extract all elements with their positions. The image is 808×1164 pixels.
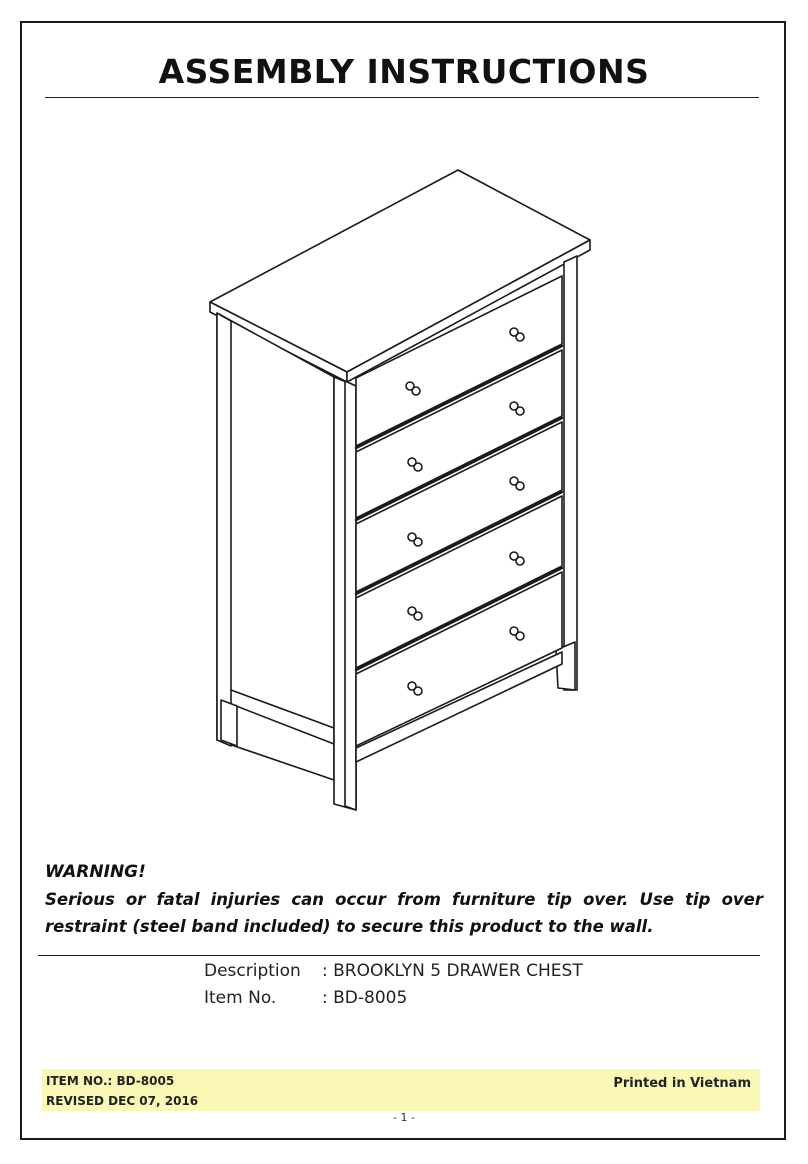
description-label: Description — [204, 961, 301, 981]
back-left-leg — [217, 313, 231, 746]
footer-printed-in: Printed in Vietnam — [613, 1076, 751, 1091]
footer-item-no: ITEM NO.: BD-8005 — [46, 1074, 175, 1088]
drawer-chest-illustration — [200, 160, 600, 820]
description-value: : BROOKLYN 5 DRAWER CHEST — [322, 961, 583, 981]
footer-revised-date: REVISED DEC 07, 2016 — [46, 1094, 199, 1108]
item-label: Item No. — [204, 988, 277, 1008]
warning-heading: WARNING! — [45, 862, 146, 882]
item-value: : BD-8005 — [322, 988, 408, 1008]
page-number: - 1 - — [393, 1111, 415, 1124]
warning-text: Serious or fatal injuries can occur from furniture tip over. Use tip over restraint (steel band included) to secure this product to the wall. — [45, 890, 763, 936]
section-divider — [38, 955, 760, 956]
description-row — [204, 961, 583, 981]
item-row — [204, 988, 407, 1008]
title-divider — [45, 97, 759, 98]
front-left-leg-front — [345, 381, 356, 810]
front-right-leg — [564, 256, 577, 690]
back-left-foot — [221, 700, 237, 746]
page-title: ASSEMBLY INSTRUCTIONS — [158, 52, 650, 91]
